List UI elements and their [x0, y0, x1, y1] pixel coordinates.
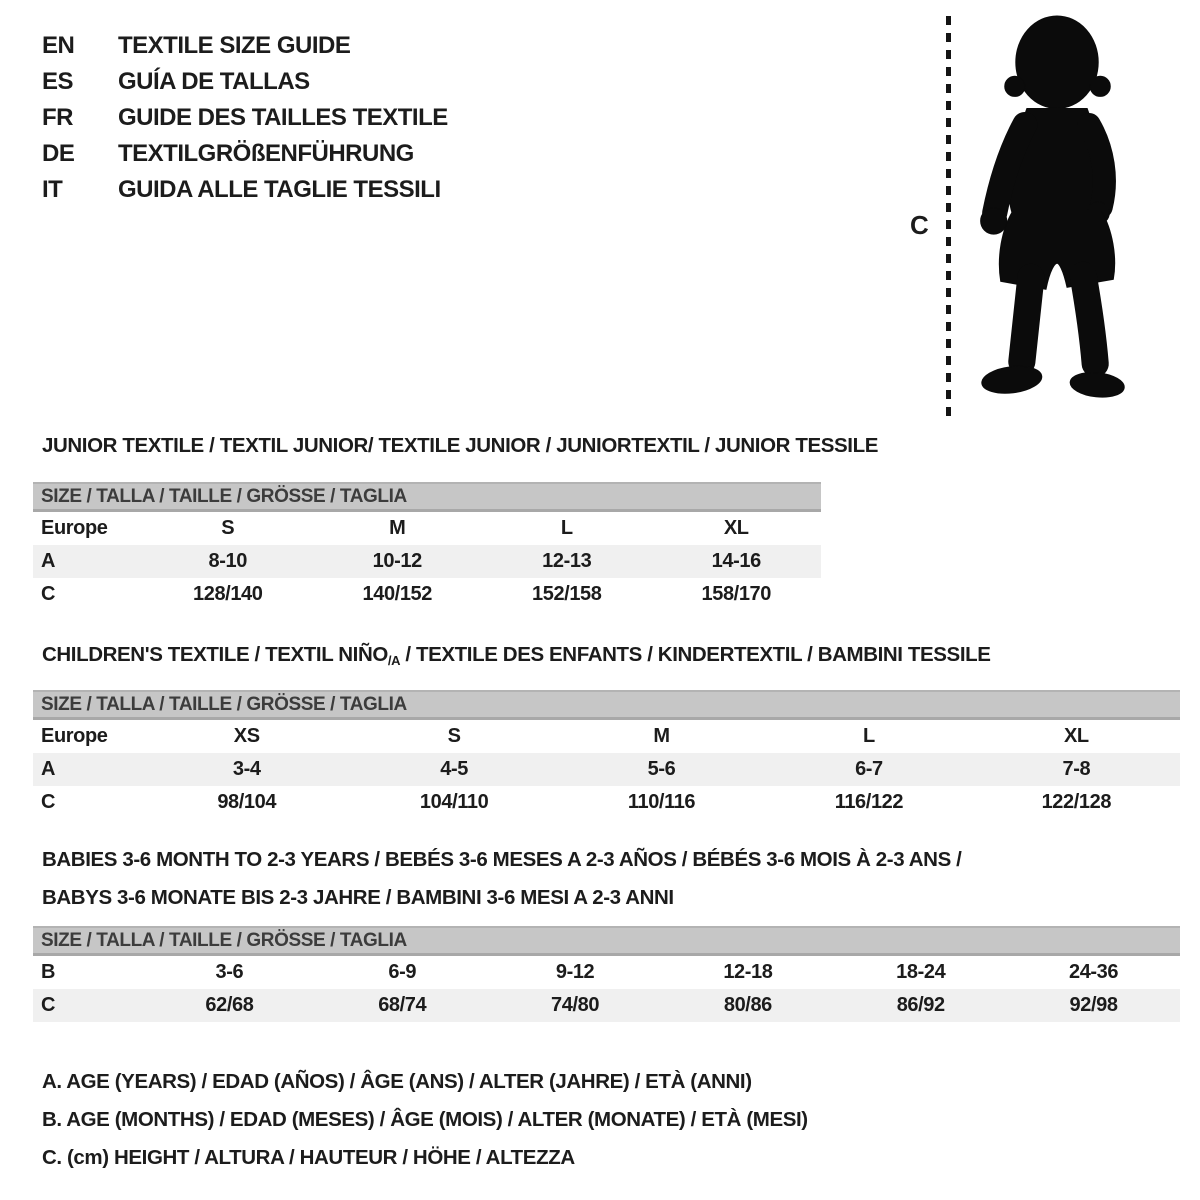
size-cell: 6-7: [855, 758, 883, 780]
size-cell: 62/68: [205, 994, 254, 1016]
language-label: GUIDA ALLE TAGLIE TESSILI: [118, 176, 441, 203]
legend-line-a: A. AGE (YEARS) / EDAD (AÑOS) / ÂGE (ANS) / ALTER (JAHRE) / ETÀ (ANNI): [42, 1070, 752, 1093]
toddler-silhouette-image: [962, 12, 1148, 424]
size-cell: 3-4: [232, 758, 261, 780]
table-row: [33, 720, 1180, 753]
babies-section-title-line1: BABIES 3-6 MONTH TO 2-3 YEARS / BEBÉS 3-6 MESES A 2-3 AÑOS / BÉBÉS 3-6 MOIS À 2-3 ANS /: [42, 848, 962, 871]
language-label: TEXTILE SIZE GUIDE: [118, 32, 351, 59]
table-row: [33, 545, 821, 578]
language-row-en: [42, 28, 448, 64]
language-label: TEXTILGRÖßENFÜHRUNG: [118, 140, 414, 167]
size-cell: 128/140: [193, 583, 263, 605]
size-cell: 80/86: [723, 994, 772, 1016]
junior-size-table: [33, 482, 821, 611]
size-cell: 4-5: [440, 758, 468, 780]
row-label: A: [41, 550, 56, 572]
children-section-title: [42, 643, 991, 668]
measure-label-c: C: [910, 210, 929, 240]
children-title-pre: CHILDREN'S TEXTILE / TEXTIL NIÑO: [42, 643, 388, 666]
language-label: GUIDE DES TAILLES TEXTILE: [118, 104, 448, 131]
language-code: ES: [42, 68, 74, 95]
size-cell: 8-10: [208, 550, 247, 572]
size-cell: 14-16: [711, 550, 761, 572]
language-row-de: [42, 136, 448, 172]
row-label: B: [41, 961, 56, 983]
legend-line-c: C. (cm) HEIGHT / ALTURA / HAUTEUR / HÖHE / ALTEZZA: [42, 1146, 575, 1169]
babies-size-header: SIZE / TALLA / TAILLE / GRÖSSE / TAGLIA: [33, 926, 1180, 956]
size-cell: L: [863, 725, 875, 747]
row-label: C: [41, 791, 56, 813]
size-cell: 10-12: [372, 550, 422, 572]
table-row: [33, 786, 1180, 819]
junior-section-title: JUNIOR TEXTILE / TEXTIL JUNIOR/ TEXTILE JUNIOR / JUNIORTEXTIL / JUNIOR TESSILE: [42, 434, 878, 457]
language-row-fr: [42, 100, 448, 136]
language-code: IT: [42, 176, 63, 203]
size-cell: 7-8: [1062, 758, 1091, 780]
size-cell: XS: [233, 725, 260, 747]
children-size-table: [33, 690, 1180, 819]
size-cell: 74/80: [551, 994, 600, 1016]
table-row: [33, 578, 821, 611]
size-cell: 98/104: [217, 791, 277, 813]
size-cell: 110/116: [627, 791, 696, 813]
size-cell: 24-36: [1068, 961, 1119, 983]
size-cell: L: [560, 517, 573, 539]
size-cell: 122/128: [1041, 791, 1112, 813]
size-cell: S: [221, 517, 235, 539]
size-cell: M: [653, 725, 670, 747]
size-cell: M: [389, 517, 406, 539]
legend-line-b: B. AGE (MONTHS) / EDAD (MESES) / ÂGE (MOIS) / ALTER (MONATE) / ETÀ (MESI): [42, 1108, 808, 1131]
table-row: [33, 512, 821, 545]
size-cell: 18-24: [896, 961, 946, 983]
junior-size-header: SIZE / TALLA / TAILLE / GRÖSSE / TAGLIA: [33, 482, 821, 512]
table-row: [33, 753, 1180, 786]
size-cell: 6-9: [388, 961, 417, 983]
size-cell: 12-13: [542, 550, 592, 572]
language-list: [42, 28, 448, 208]
language-row-es: [42, 64, 448, 100]
children-title-post: / TEXTILE DES ENFANTS / KINDERTEXTIL / BAMBINI TESSILE: [400, 643, 991, 666]
row-label: C: [41, 994, 56, 1016]
row-label: C: [41, 583, 56, 605]
children-size-header: SIZE / TALLA / TAILLE / GRÖSSE / TAGLIA: [33, 690, 1180, 720]
language-code: EN: [42, 32, 75, 59]
size-cell: 86/92: [896, 994, 945, 1016]
children-title-sub: /A: [387, 653, 401, 668]
size-cell: 68/74: [378, 994, 427, 1016]
language-code: DE: [42, 140, 75, 167]
size-cell: XL: [1063, 725, 1089, 747]
table-row: [33, 956, 1180, 989]
language-row-it: [42, 172, 448, 208]
row-label: Europe: [41, 725, 108, 747]
size-cell: 152/158: [532, 583, 602, 605]
size-cell: 92/98: [1069, 994, 1118, 1016]
size-cell: 140/152: [362, 583, 432, 605]
language-code: FR: [42, 104, 73, 131]
table-row: [33, 989, 1180, 1022]
row-label: Europe: [41, 517, 108, 539]
size-cell: XL: [723, 517, 749, 539]
size-cell: 9-12: [555, 961, 595, 983]
size-cell: 3-6: [215, 961, 244, 983]
size-cell: S: [447, 725, 461, 747]
size-cell: 104/110: [419, 791, 489, 813]
height-dashed-line: [946, 16, 951, 416]
row-label: A: [41, 758, 56, 780]
size-cell: 158/170: [701, 583, 771, 605]
babies-section-title-line2: BABYS 3-6 MONATE BIS 2-3 JAHRE / BAMBINI 3-6 MESI A 2-3 ANNI: [42, 886, 674, 909]
language-label: GUÍA DE TALLAS: [118, 68, 310, 95]
babies-size-table: [33, 926, 1180, 1022]
size-cell: 116/122: [834, 791, 904, 813]
size-cell: 12-18: [723, 961, 773, 983]
size-cell: 5-6: [647, 758, 676, 780]
